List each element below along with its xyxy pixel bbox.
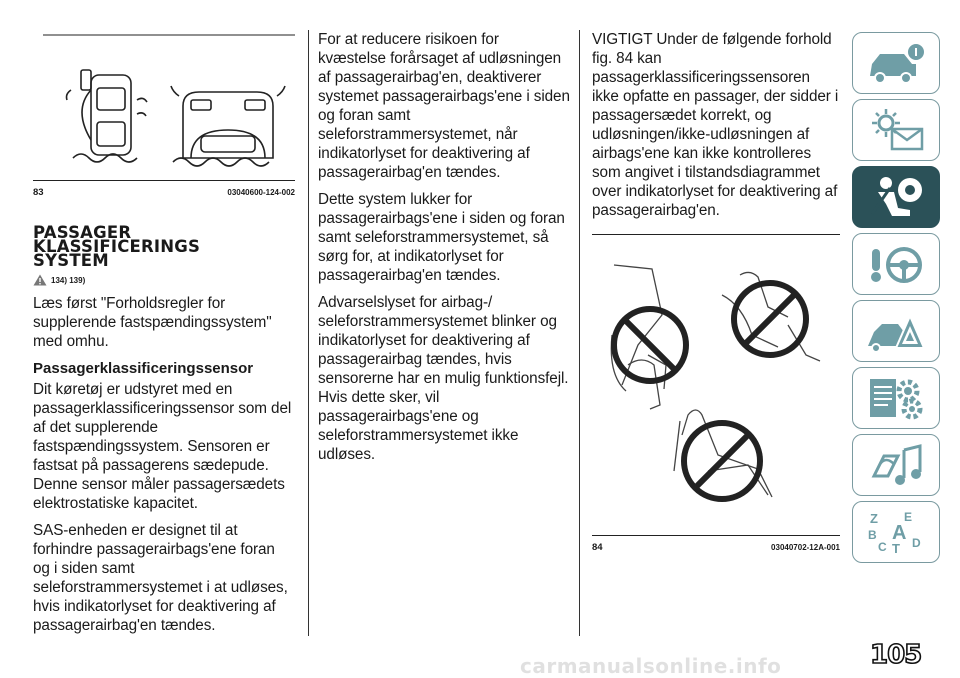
tab-warning-lights[interactable] <box>852 99 940 161</box>
figure-83-code: 03040600-124-002 <box>227 188 295 197</box>
figure-83-number: 83 <box>33 187 44 198</box>
subsection-paragraph-2: SAS-enheden er designet til at forhindre passagerairbags'ene foran og i siden samt seleforstrammersystemet i at udløses, hvis indikatorlyset for deaktivering af passagerairbag'en tændes. <box>33 522 288 634</box>
multimedia-icon <box>864 442 928 488</box>
index-letter-t: T <box>892 541 900 555</box>
column-2-paragraph-2: Dette system lukker for passagerairbags'ene i siden og foran samt seleforstrammersystemet, så sørg for, at indikatorlyset for passagerairbag'en tændes. <box>318 191 565 284</box>
warning-lights-icon <box>864 107 928 153</box>
column-1 <box>33 30 295 643</box>
figure-84-code: 03040702-12A-001 <box>771 543 840 552</box>
tab-safety[interactable] <box>852 166 940 228</box>
breakdown-triangle-icon <box>864 308 928 354</box>
figure-84-illustration <box>592 235 840 535</box>
seat-airbag-icon <box>864 174 928 220</box>
column-3-paragraph-1: VIGTIGT Under de følgende forhold fig. 84 kan passagerklassificeringssensoren ikke opfatte en passager, der sidder i passagersædet korrekt, og udløsningen/ikke-udløsningen af airbags'ene kan ikke kontrolleres som angivet i tilstandsdiagrammet over indikatorlyset for deaktivering af passagerairbag'en. <box>592 31 839 219</box>
alphabetical-index-icon <box>864 509 928 555</box>
warning-references <box>33 274 295 286</box>
section-intro: Læs først "Forholdsregler for supplerende fastspændingssystem" med omhu. <box>33 295 272 350</box>
column-divider-2 <box>579 30 580 636</box>
column-2 <box>318 30 570 472</box>
maintenance-gears-icon <box>864 375 928 421</box>
tab-index[interactable] <box>852 501 940 563</box>
key-steering-wheel-icon <box>864 241 928 287</box>
section-title-line-3: SYSTEM <box>33 251 109 270</box>
warning-triangle-icon <box>33 274 47 286</box>
tab-emergency[interactable] <box>852 300 940 362</box>
column-2-paragraph-1: For at reducere risikoen for kvæstelse forårsaget af udløsningen af passagerairbag'en, deaktiverer systemet passagerairbags'ene i siden og foran samt seleforstrammersystemet, når indikatorlyset for deaktivering af passagerairbag'en tændes. <box>318 31 570 181</box>
index-letter-c: C <box>878 540 887 554</box>
figure-84-rule <box>592 535 840 536</box>
column-3 <box>592 30 840 553</box>
index-letter-b: B <box>868 528 877 542</box>
figure-84-caption <box>592 542 840 553</box>
index-letter-a: A <box>892 522 907 544</box>
index-letter-z: Z <box>870 511 878 526</box>
index-letter-d: D <box>912 536 921 550</box>
column-divider-1 <box>308 30 309 636</box>
subsection-title: Passagerklassificeringssensor <box>33 360 254 377</box>
figure-83 <box>33 30 295 198</box>
section-title-line-1: PASSAGER <box>33 223 132 242</box>
tab-multimedia[interactable] <box>852 434 940 496</box>
figure-83-caption <box>33 187 295 198</box>
page-number: 105 <box>870 640 922 670</box>
index-letter-e: E <box>904 510 913 524</box>
column-2-paragraph-3: Advarselslyset for airbag-/ seleforstrammersystemet blinker og indikatorlyset for deaktivering af passagerairbag tændes, hvis sensorerne har en mulig funktionsfejl. Hvis dette sker, vil passagerairbags'ene og seleforstrammersystemet ikke udløses. <box>318 294 569 463</box>
figure-83-rule <box>33 180 295 181</box>
tab-starting-driving[interactable] <box>852 233 940 295</box>
tab-car-info[interactable] <box>852 32 940 94</box>
references-text: 134) 139) <box>51 275 86 285</box>
figure-84-number: 84 <box>592 542 603 553</box>
car-info-icon <box>864 40 928 86</box>
tab-maintenance[interactable] <box>852 367 940 429</box>
watermark: carmanualsonline.info <box>520 654 782 678</box>
chapter-sidebar <box>852 32 952 568</box>
section-title <box>33 223 295 270</box>
section-title-line-2: KLASSIFICERINGS <box>33 237 201 256</box>
subsection-paragraph-1: Dit køretøj er udstyret med en passagerklassificeringssensor som del af det supplerende fastspændingssystem. Sensoren er fastsat på passagerens sædepude. Denne sensor måler passagersædets elektrostatiske kapacitet. <box>33 381 292 512</box>
figure-83-illustration <box>33 30 295 180</box>
